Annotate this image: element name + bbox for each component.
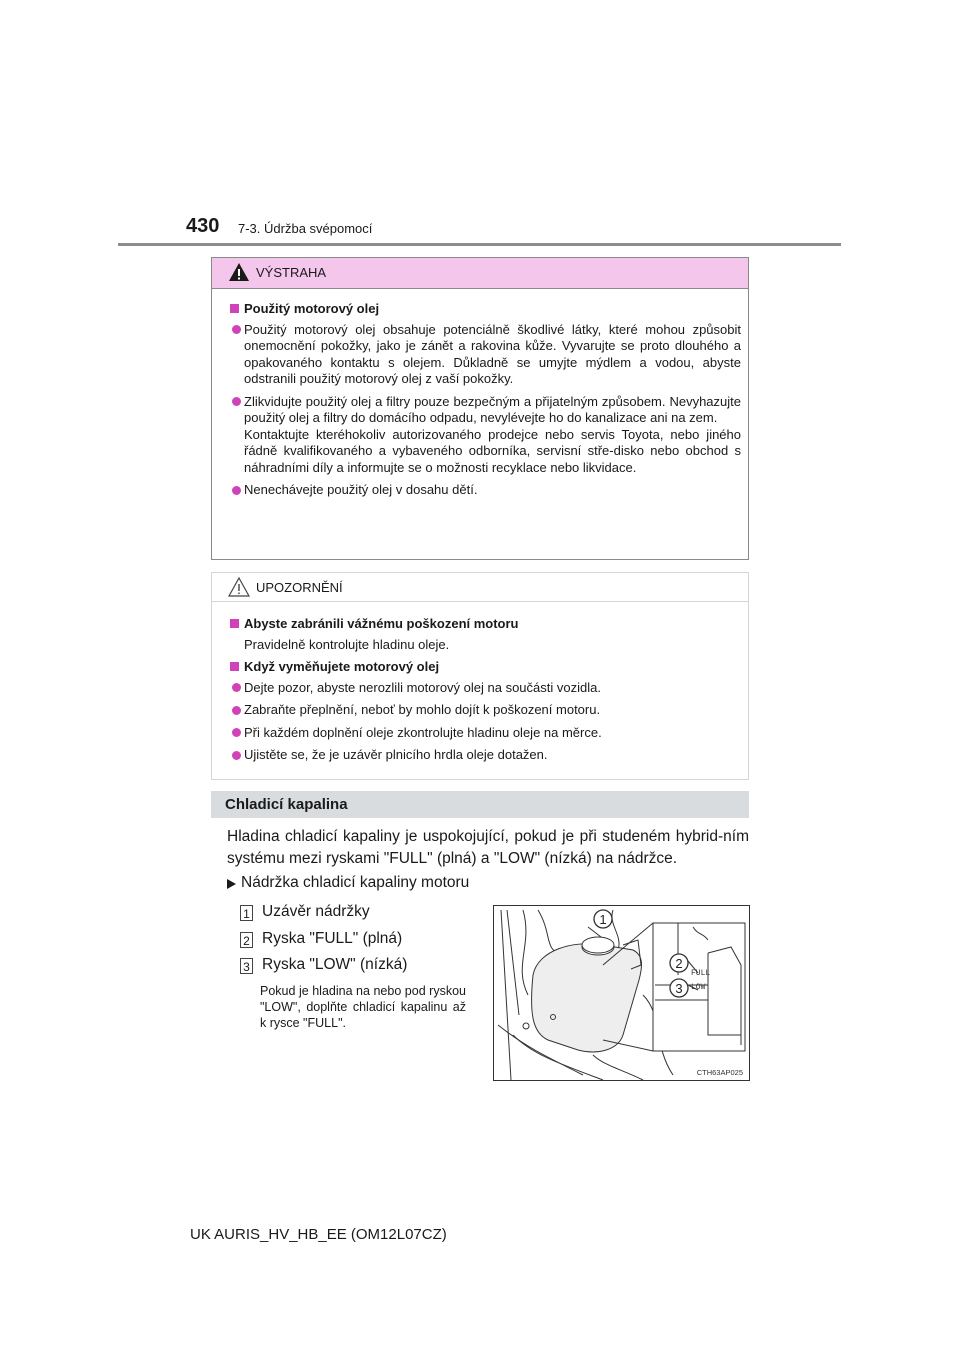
- caution-header: [212, 573, 748, 602]
- section-title: 7-3. Údržba svépomocí: [238, 221, 373, 236]
- warning-bullet: Použitý motorový olej obsahuje potenciálně škodlivé látky, které mohou způsobit onemocnění pokožky, jako je zánět a rakovina kůže. Vyvarujte se proto dlouhého a opakovaného kontaktu s olejem. Důkladně se umyjte mýdlem a vodou, abyste odstranili použitý motorový olej z vaší pokožky.: [232, 322, 741, 388]
- caution-box: [211, 572, 749, 780]
- warning-header: [212, 258, 748, 289]
- item-text: Ryska "LOW" (nízká): [262, 956, 408, 973]
- caution-title: UPOZORNĚNÍ: [256, 580, 343, 595]
- full-mark-label: FULL: [691, 969, 711, 978]
- header-divider: [118, 243, 841, 246]
- footer-model-code: UK AURIS_HV_HB_EE (OM12L07CZ): [190, 1226, 447, 1243]
- figure-callout: 2: [675, 956, 683, 971]
- warning-title: VÝSTRAHA: [256, 265, 327, 280]
- figure-code: CTH63AP025: [696, 1068, 743, 1077]
- warning-bullet: Zlikvidujte použitý olej a filtry pouze bezpečným a přijatelným způsobem. Nevyhazujte použitý olej a filtry do domácího odpadu, nevylévejte ho do kanalizace ani na zem. Kontaktujte kteréhokoliv autorizovaného prodejce nebo servis Toyota, nebo jiného řádně kvalifikovaného a vybaveného odborníka, servisní stře-disko nebo obchod s náhradními díly a informujte se o možnosti recyklace nebo likvidace.: [232, 394, 741, 477]
- coolant-heading: Chladicí kapalina: [225, 796, 348, 813]
- arrow-bullet-icon: [227, 879, 236, 889]
- item-text: Uzávěr nádržky: [262, 903, 370, 920]
- page-number: 430: [186, 215, 220, 237]
- caution-text: Pravidelně kontrolujte hladinu oleje.: [244, 636, 450, 652]
- caution-bullet: Zabraňte přeplnění, neboť by mohlo dojít k poškození motoru.: [232, 702, 741, 719]
- tank-label: Nádržka chladicí kapaliny motoru: [241, 874, 470, 891]
- item-number: 2: [240, 932, 253, 948]
- caution-heading: Když vyměňujete motorový olej: [230, 659, 741, 676]
- warning-triangle-icon: [228, 261, 250, 283]
- coolant-heading-bar: [211, 791, 749, 818]
- low-mark-label: LOW: [691, 983, 706, 992]
- warning-box: [211, 257, 749, 560]
- warning-bullet: Nenechávejte použitý olej v dosahu dětí.: [232, 482, 741, 499]
- item-text: Ryska "FULL" (plná): [262, 930, 403, 947]
- coolant-paragraph: Hladina chladicí kapaliny je uspokojující, pokud je při studeném hybrid-ním systému mezi ryskami "FULL" (plná) a "LOW" (nízká) na nádržce.: [227, 828, 749, 867]
- caution-triangle-icon: [228, 576, 250, 598]
- coolant-reservoir-illustration: [493, 905, 750, 1081]
- warning-heading: Použitý motorový olej: [230, 301, 741, 318]
- item-number: 3: [240, 958, 253, 974]
- caution-bullet: Dejte pozor, abyste nerozlili motorový olej na součásti vozidla.: [232, 680, 741, 697]
- coolant-note: Pokud je hladina na nebo pod ryskou "LOW", doplňte chladicí kapalinu až k rysce "FULL".: [260, 984, 466, 1030]
- caution-bullet: Ujistěte se, že je uzávěr plnicího hrdla oleje dotažen.: [232, 747, 741, 764]
- caution-heading: Abyste zabránili vážnému poškození motoru: [230, 616, 741, 633]
- figure-callout: 3: [675, 981, 683, 996]
- caution-bullet: Při každém doplnění oleje zkontrolujte hladinu oleje na měrce.: [232, 725, 741, 742]
- item-number: 1: [240, 905, 253, 921]
- figure-callout: 1: [599, 912, 607, 927]
